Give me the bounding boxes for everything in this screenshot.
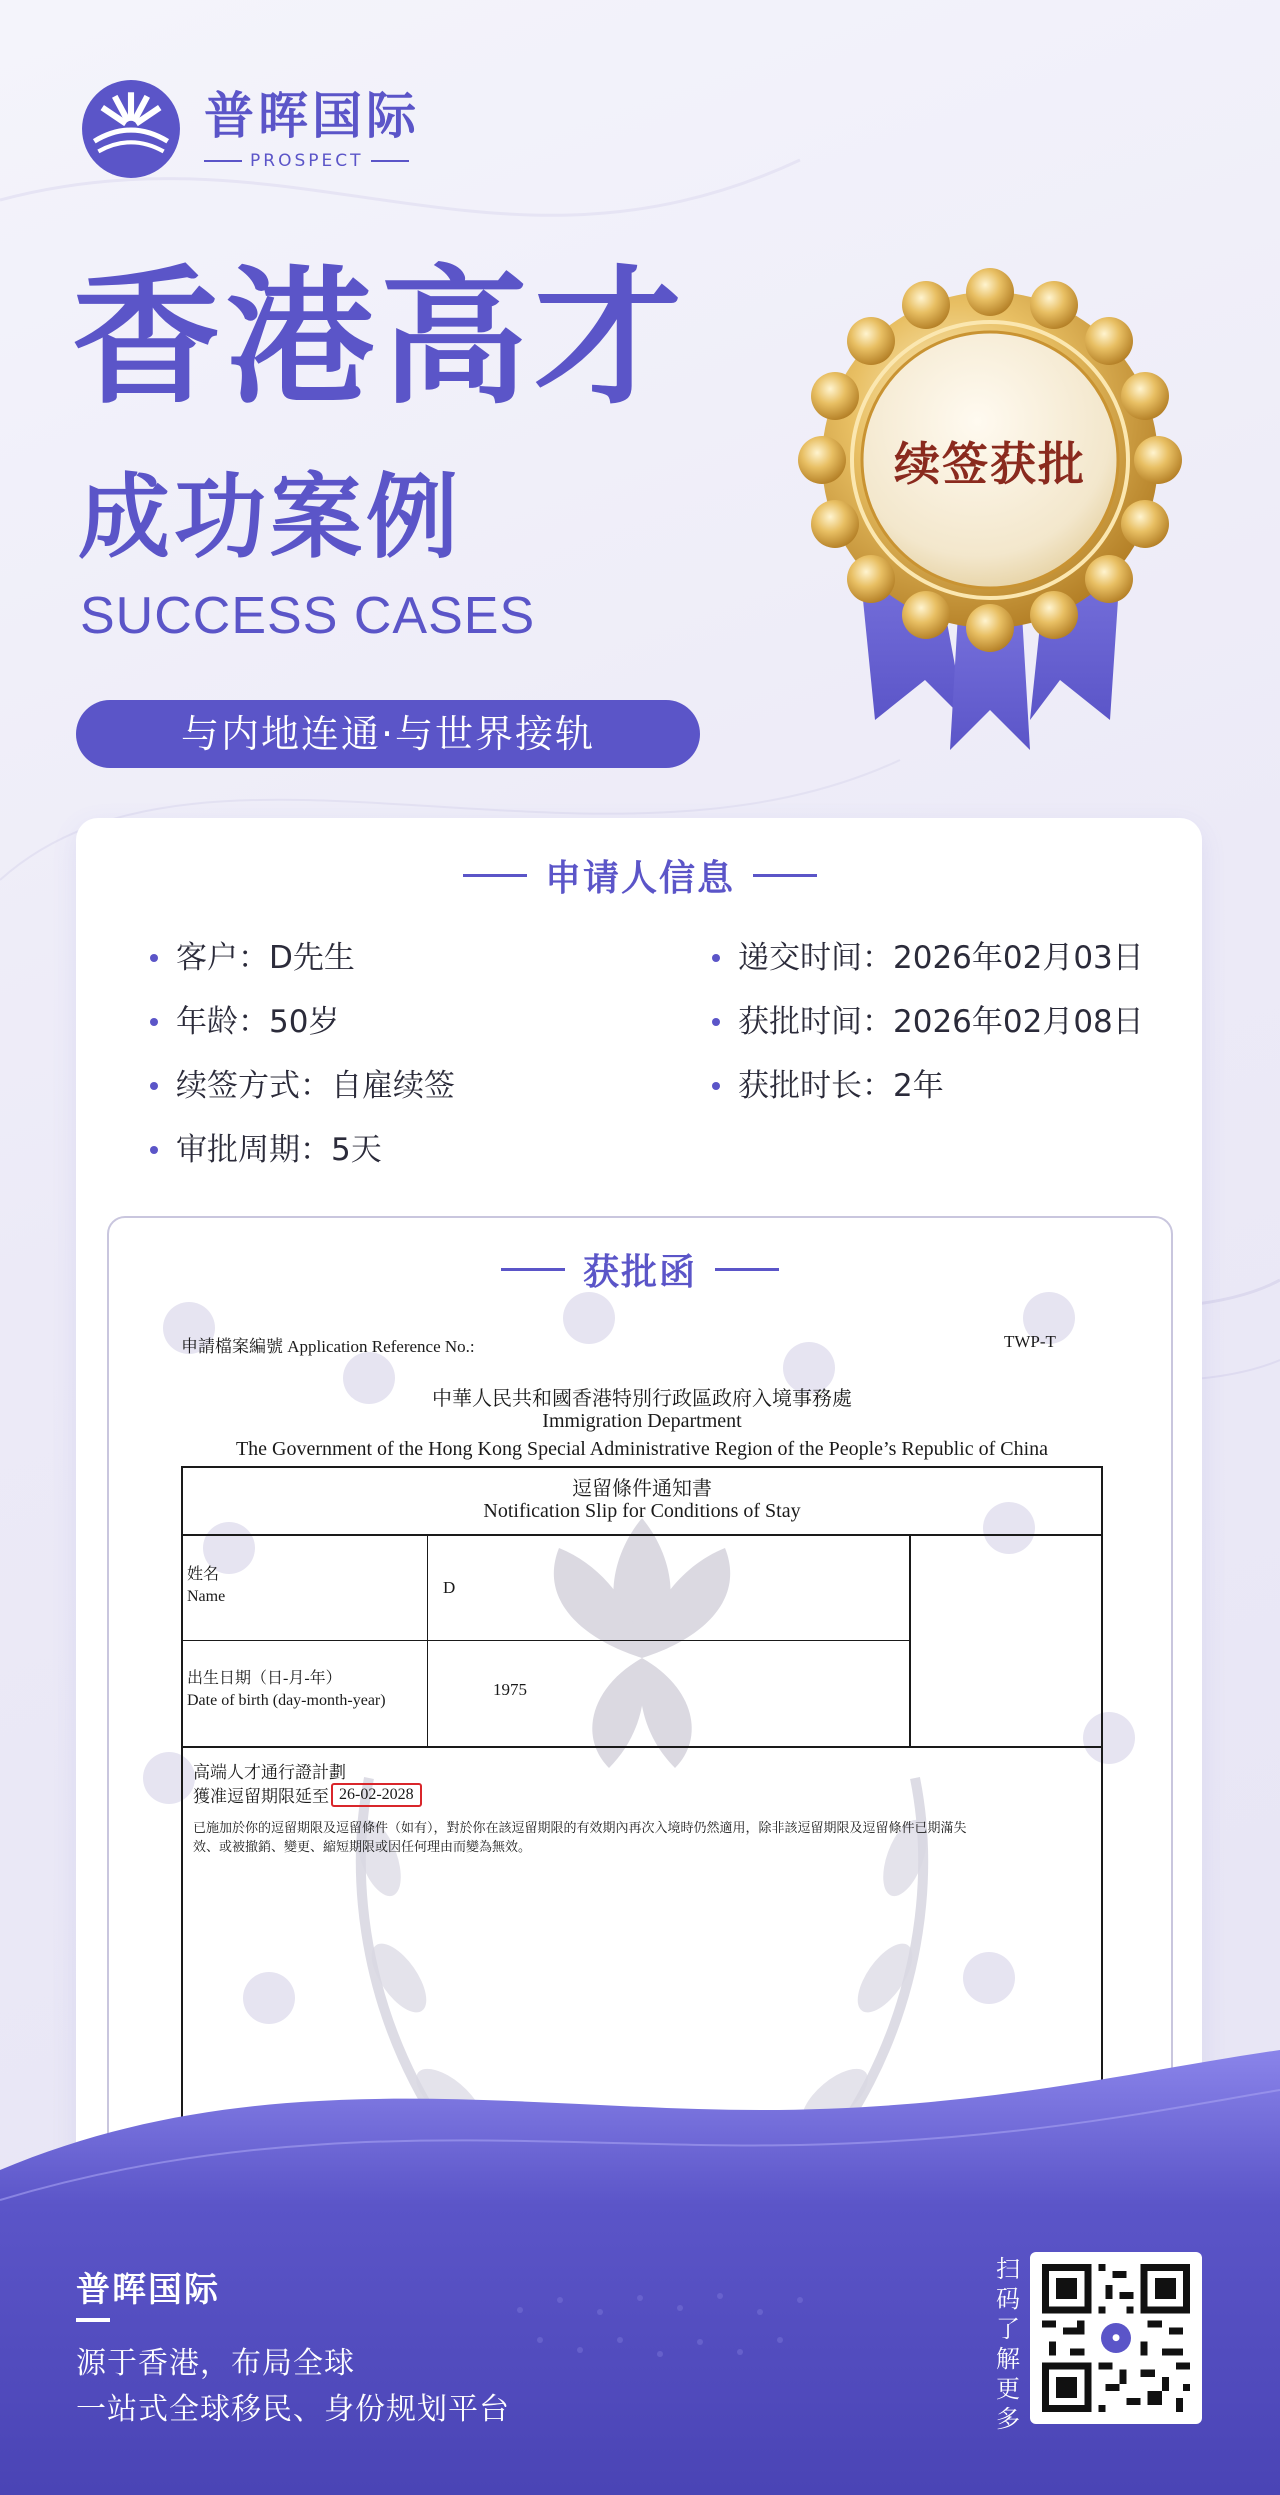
qr-center-logo bbox=[1096, 2318, 1136, 2358]
name-label: 姓名 Name bbox=[187, 1566, 226, 1605]
slip-title-cn: 逗留條件通知書 bbox=[572, 1478, 712, 1500]
department-name-cn: 中華人民共和國香港特別行政區政府入境事務處 bbox=[432, 1388, 852, 1410]
brand-logo bbox=[80, 78, 420, 180]
info-approval-duration: 获批时长：2年 bbox=[712, 1064, 944, 1108]
brand-logo-icon bbox=[80, 78, 182, 180]
reference-value: TWP-T bbox=[1004, 1332, 1056, 1351]
page-subtitle: 成功案例 bbox=[78, 464, 463, 571]
dob-label: 出生日期（日-月-年） Date of birth (day-month-year) bbox=[187, 1670, 386, 1709]
info-approval-date: 获批时间：2026年02月08日 bbox=[712, 1000, 1144, 1044]
name-value: D bbox=[443, 1578, 456, 1597]
info-renewal-method: 续签方式：自雇续签 bbox=[150, 1064, 455, 1108]
extension-date-highlight: 26-02-2028 bbox=[331, 1783, 422, 1807]
department-name-en: Immigration Department bbox=[542, 1410, 742, 1432]
page-subtitle-en: SUCCESS CASES bbox=[80, 587, 536, 645]
info-age: 年龄：50岁 bbox=[150, 1000, 339, 1044]
dob-value: 1975 bbox=[493, 1680, 527, 1699]
scheme-name: 高端人才通行證計劃 bbox=[193, 1763, 346, 1782]
footer-company-name: 普晖国际 bbox=[76, 2270, 220, 2310]
brand-mini-icon: ● bbox=[1101, 2323, 1131, 2353]
applicant-section-title: 申请人信息 bbox=[0, 850, 1280, 901]
footer-tagline-2: 一站式全球移民、身份规划平台 bbox=[76, 2392, 510, 2427]
brand-name: 普晖国际 bbox=[204, 87, 420, 145]
medal-label: 续签获批 bbox=[894, 437, 1086, 491]
slogan-badge: 与内地连通·与世界接轨 bbox=[76, 700, 700, 768]
medal-badge bbox=[780, 250, 1200, 760]
scan-prompt: 扫 码 了 解 更 多 bbox=[996, 2255, 1020, 2433]
validity-notice: 已施加於你的逗留期限及逗留條件（如有），對於你在該逗留期限的有效期內再次入境時仍然適用，除非該逗留期限及逗留條件已期滿失 效、或被撤銷、變更、縮短期限或因任何理由而變為無效。 bbox=[193, 1820, 967, 1854]
extension-line: 獲准逗留期限延至 26-02-2028 bbox=[193, 1782, 422, 1807]
footer-divider bbox=[76, 2318, 110, 2322]
reference-label: 申請檔案編號 Application Reference No.: bbox=[181, 1337, 475, 1356]
info-submit-date: 递交时间：2026年02月03日 bbox=[712, 936, 1144, 980]
page-title: 香港高才 bbox=[72, 252, 688, 424]
info-client: 客户：D先生 bbox=[150, 936, 355, 980]
footer-tagline-1: 源于香港，布局全球 bbox=[76, 2346, 355, 2381]
info-review-period: 审批周期：5天 bbox=[150, 1128, 382, 1172]
government-name: The Government of the Hong Kong Special Administrative Region of the People’s Republic of China bbox=[235, 1438, 1049, 1460]
slip-title-en: Notification Slip for Conditions of Stay bbox=[483, 1500, 801, 1522]
qr-code[interactable] bbox=[1030, 2252, 1202, 2424]
approval-section-title: 获批函 bbox=[0, 1244, 1280, 1295]
brand-name-en: PROSPECT bbox=[250, 151, 364, 171]
